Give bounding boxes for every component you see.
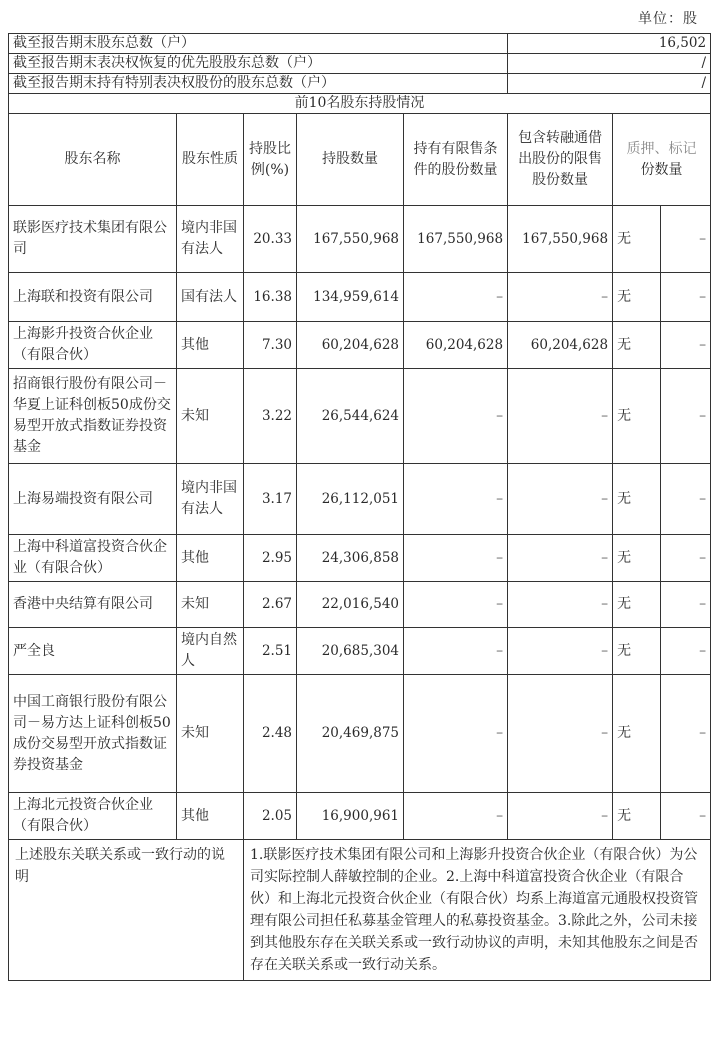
- header-pledge: [613, 114, 711, 206]
- lent-count: –: [508, 535, 613, 582]
- pledge-status: 无: [613, 322, 661, 369]
- pledge-status: 无: [613, 273, 661, 322]
- share-count: 26,112,051: [297, 464, 404, 535]
- shareholder-nature: 国有法人: [177, 273, 244, 322]
- summary-label: 截至报告期末股东总数（户）: [9, 34, 508, 54]
- lent-count: –: [508, 582, 613, 628]
- header-pledge-status: 质押、标记: [626, 140, 697, 157]
- relation-text: 1.联影医疗技术集团有限公司和上海影升投资合伙企业（有限合伙）为公司实际控制人薛敏控制的企业。2.上海中科道富投资合伙企业（有限合伙）和上海北元投资合伙企业（有限合伙）均系上海道富元通股权投资管理有限公司担任私募基金管理人的私募投资基金。3.除此之外，公司未接到其他股东存在关联关系或一致行动协议的声明，未知其他股东之间是否存在关联关系或一致行动关系。: [244, 840, 711, 981]
- header-pledge-qty: 份数量: [640, 161, 683, 178]
- lent-count: 167,550,968: [508, 206, 613, 273]
- pledge-qty: –: [661, 322, 711, 369]
- table-row: [9, 464, 711, 535]
- share-ratio: 2.95: [244, 535, 297, 582]
- restricted-count: 167,550,968: [404, 206, 508, 273]
- header-ratio: 持股比例(%): [244, 114, 297, 206]
- summary-label: 截至报告期末表决权恢复的优先股股东总数（户）: [9, 54, 508, 74]
- lent-count: 60,204,628: [508, 322, 613, 369]
- shareholder-name: 上海易端投资有限公司: [9, 464, 177, 535]
- restricted-count: 60,204,628: [404, 322, 508, 369]
- restricted-count: –: [404, 582, 508, 628]
- shareholder-nature: 其他: [177, 535, 244, 582]
- shareholder-name: 上海联和投资有限公司: [9, 273, 177, 322]
- shareholder-nature: 未知: [177, 675, 244, 793]
- share-ratio: 3.17: [244, 464, 297, 535]
- summary-row: [9, 54, 711, 74]
- share-ratio: 20.33: [244, 206, 297, 273]
- unit-label: 单位：股: [638, 11, 698, 27]
- restricted-count: –: [404, 535, 508, 582]
- share-count: 16,900,961: [297, 793, 404, 840]
- lent-count: –: [508, 628, 613, 675]
- table-row: [9, 322, 711, 369]
- pledge-qty: –: [661, 675, 711, 793]
- shareholder-name: 严全良: [9, 628, 177, 675]
- lent-count: –: [508, 273, 613, 322]
- share-count: 60,204,628: [297, 322, 404, 369]
- share-ratio: 2.48: [244, 675, 297, 793]
- pledge-status: 无: [613, 675, 661, 793]
- share-count: 167,550,968: [297, 206, 404, 273]
- pledge-status: 无: [613, 369, 661, 464]
- lent-count: –: [508, 675, 613, 793]
- pledge-qty: –: [661, 628, 711, 675]
- shareholder-name: 香港中央结算有限公司: [9, 582, 177, 628]
- restricted-count: –: [404, 675, 508, 793]
- pledge-status: 无: [613, 628, 661, 675]
- summary-row: [9, 34, 711, 54]
- share-ratio: 3.22: [244, 369, 297, 464]
- pledge-status: 无: [613, 582, 661, 628]
- share-count: 134,959,614: [297, 273, 404, 322]
- shareholder-nature: 境内非国有法人: [177, 206, 244, 273]
- table-row: [9, 273, 711, 322]
- header-name: 股东名称: [9, 114, 177, 206]
- lent-count: –: [508, 369, 613, 464]
- share-ratio: 7.30: [244, 322, 297, 369]
- table-row: [9, 582, 711, 628]
- share-count: 20,469,875: [297, 675, 404, 793]
- share-ratio: 2.51: [244, 628, 297, 675]
- section-title-row: [9, 94, 711, 114]
- shareholder-name: 中国工商银行股份有限公司－易方达上证科创板50成份交易型开放式指数证券投资基金: [9, 675, 177, 793]
- restricted-count: –: [404, 273, 508, 322]
- restricted-count: –: [404, 793, 508, 840]
- table-row: [9, 369, 711, 464]
- summary-row: [9, 74, 711, 94]
- pledge-qty: –: [661, 464, 711, 535]
- shareholder-nature: 境内自然人: [177, 628, 244, 675]
- share-count: 24,306,858: [297, 535, 404, 582]
- shareholder-nature: 境内非国有法人: [177, 464, 244, 535]
- header-lent: 包含转融通借出股份的限售股份数量: [508, 114, 613, 206]
- table-row: [9, 628, 711, 675]
- header-shares: 持股数量: [297, 114, 404, 206]
- shareholder-name: 上海中科道富投资合伙企业（有限合伙）: [9, 535, 177, 582]
- header-restricted: 持有有限售条件的股份数量: [404, 114, 508, 206]
- pledge-status: 无: [613, 464, 661, 535]
- restricted-count: –: [404, 369, 508, 464]
- pledge-qty: –: [661, 582, 711, 628]
- relation-label: 上述股东关联关系或一致行动的说明: [9, 840, 244, 981]
- pledge-qty: –: [661, 369, 711, 464]
- shareholder-name: 联影医疗技术集团有限公司: [9, 206, 177, 273]
- lent-count: –: [508, 793, 613, 840]
- pledge-qty: –: [661, 535, 711, 582]
- relation-row: [9, 840, 711, 981]
- share-ratio: 2.05: [244, 793, 297, 840]
- share-ratio: 16.38: [244, 273, 297, 322]
- restricted-count: –: [404, 628, 508, 675]
- table-row: [9, 206, 711, 273]
- table-row: [9, 535, 711, 582]
- pledge-qty: –: [661, 206, 711, 273]
- restricted-count: –: [404, 464, 508, 535]
- pledge-status: 无: [613, 535, 661, 582]
- header-nature: 股东性质: [177, 114, 244, 206]
- section-title: 前10名股东持股情况: [9, 94, 711, 114]
- share-count: 20,685,304: [297, 628, 404, 675]
- share-count: 26,544,624: [297, 369, 404, 464]
- table-row: [9, 675, 711, 793]
- summary-value: 16,502: [508, 34, 711, 54]
- summary-value: /: [508, 74, 711, 94]
- lent-count: –: [508, 464, 613, 535]
- shareholder-name: 上海影升投资合伙企业（有限合伙）: [9, 322, 177, 369]
- shareholder-name: 招商银行股份有限公司－华夏上证科创板50成份交易型开放式指数证券投资基金: [9, 369, 177, 464]
- pledge-status: 无: [613, 793, 661, 840]
- pledge-qty: –: [661, 273, 711, 322]
- summary-label: 截至报告期末持有特别表决权股份的股东总数（户）: [9, 74, 508, 94]
- pledge-status: 无: [613, 206, 661, 273]
- shareholder-name: 上海北元投资合伙企业（有限合伙）: [9, 793, 177, 840]
- header-row: [9, 114, 711, 206]
- shareholder-nature: 未知: [177, 582, 244, 628]
- summary-value: /: [508, 54, 711, 74]
- shareholder-nature: 其他: [177, 322, 244, 369]
- shareholder-table: [8, 33, 711, 981]
- share-count: 22,016,540: [297, 582, 404, 628]
- pledge-qty: –: [661, 793, 711, 840]
- shareholder-nature: 未知: [177, 369, 244, 464]
- shareholder-nature: 其他: [177, 793, 244, 840]
- share-ratio: 2.67: [244, 582, 297, 628]
- table-row: [9, 793, 711, 840]
